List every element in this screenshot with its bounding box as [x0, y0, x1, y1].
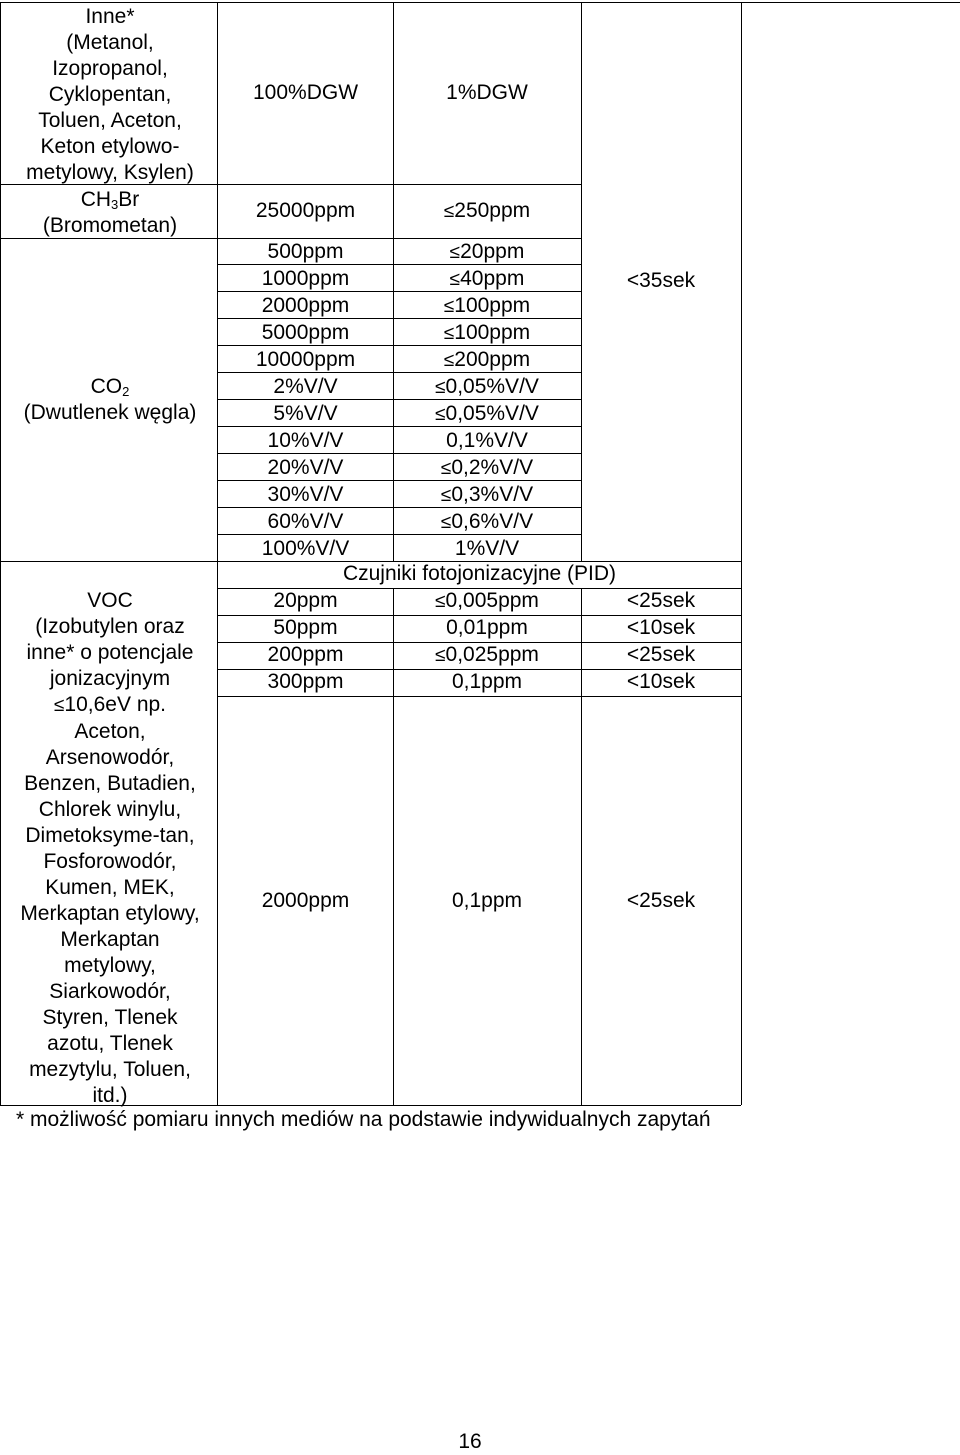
le-symbol: ≤ [435, 404, 446, 425]
le-symbol: ≤ [435, 591, 446, 612]
text-line: Merkaptan [60, 928, 160, 951]
le-symbol: ≤ [435, 645, 446, 666]
pid-time-cell: <10sek [626, 670, 696, 693]
ch3br-name: (Bromometan) [42, 214, 178, 237]
pid-time-cell: <25sek [626, 643, 696, 666]
pid-resolution-cell: 0,01ppm [446, 616, 528, 639]
text-line: ≤10,6eV np. [53, 693, 167, 716]
pid-range-cell: 50ppm [273, 616, 338, 639]
co2-formula-main: CO [90, 375, 123, 398]
text-line: Cyklopentan, [48, 83, 172, 106]
response-time-cell: <35sek [626, 269, 696, 292]
co2-name: (Dwutlenek węgla) [23, 401, 197, 424]
table-rule-vertical [741, 2, 742, 1105]
text-line: metylowy, Ksylen) [26, 161, 194, 184]
le-symbol: ≤ [443, 201, 455, 222]
table-rule-horizontal [741, 2, 960, 3]
table-rule-vertical [0, 2, 1, 1105]
text-line: Aceton, [74, 720, 146, 743]
voc-gas-label [10, 588, 210, 1109]
ch3br-formula-main: CH [80, 188, 112, 211]
pid-time-cell: <10sek [626, 616, 696, 639]
co2-resolution-cell: ≤0,05%V/V [435, 375, 539, 398]
pid-big-range-cell: 2000ppm [261, 889, 350, 912]
footnote: * możliwość pomiaru innych mediów na podstawie indywidualnych zapytań [16, 1108, 711, 1131]
co2-resolution-cell: 0,1%V/V [446, 429, 528, 452]
co2-resolution-cell: ≤200ppm [443, 348, 531, 371]
ch3br-resolution-cell [393, 198, 581, 225]
text-line: Arsenowodór, [45, 746, 175, 769]
text-line: metylowy, [64, 954, 156, 977]
pid-range-cell: 20ppm [273, 589, 338, 612]
text-line: Fosforowodór, [43, 850, 177, 873]
text-line: Merkaptan etylowy, [20, 902, 200, 925]
co2-range-cell: 5000ppm [261, 321, 350, 344]
text-line: Chlorek winylu, [38, 798, 182, 821]
co2-resolution-cell: ≤40ppm [449, 267, 525, 290]
le-symbol: ≤ [449, 242, 461, 263]
co2-range-cell: 10%V/V [267, 429, 344, 452]
co2-range-cell: 60%V/V [267, 510, 344, 533]
ch3br-gas-label [10, 187, 210, 239]
ch3br-formula-end: Br [118, 188, 140, 211]
co2-formula-sub: 2 [122, 384, 130, 399]
co2-range-cell: 1000ppm [261, 267, 350, 290]
co2-resolution-cell: ≤0,05%V/V [435, 402, 539, 425]
pid-resolution-cell: ≤0,025ppm [435, 643, 539, 666]
pid-big-resolution-cell: 0,1ppm [451, 889, 523, 912]
ch3br-range-cell: 25000ppm [255, 199, 356, 222]
pid-section-header: Czujniki fotojonizacyjne (PID) [342, 562, 617, 585]
pid-resolution-cell: 0,1ppm [451, 670, 523, 693]
co2-gas-label [10, 374, 210, 426]
text-line: Dimetoksyme-tan, [25, 824, 195, 847]
text-line: Keton etylowo- [40, 135, 180, 158]
text-line: Styren, Tlenek [42, 1006, 178, 1029]
co2-resolution-cell: ≤0,6%V/V [440, 510, 534, 533]
table-rule-horizontal [0, 561, 217, 562]
pid-range-cell: 200ppm [267, 643, 344, 666]
co2-resolution-cell: ≤100ppm [443, 294, 531, 317]
text-line: Siarkowodór, [49, 980, 171, 1003]
table-rule-horizontal [0, 2, 741, 3]
co2-resolution-cell: ≤0,3%V/V [440, 483, 534, 506]
inne-resolution-cell: 1%DGW [446, 81, 528, 104]
inne-gas-label [10, 4, 210, 186]
co2-range-cell: 2000ppm [261, 294, 350, 317]
le-symbol: ≤ [440, 512, 452, 533]
text-line: itd.) [92, 1084, 128, 1107]
pid-range-cell: 300ppm [267, 670, 344, 693]
co2-range-cell: 2%V/V [273, 375, 338, 398]
page-number: 16 [458, 1430, 482, 1453]
text-line: Inne* [85, 5, 135, 28]
le-symbol: ≤ [443, 323, 455, 344]
le-symbol: ≤ [449, 269, 461, 290]
text-line: (Metanol, [66, 31, 154, 54]
text-line: (Izobutylen oraz [35, 615, 185, 638]
pid-resolution-cell: ≤0,005ppm [435, 589, 539, 612]
co2-range-cell: 20%V/V [267, 456, 344, 479]
text-line: VOC [87, 589, 133, 612]
co2-range-cell: 100%V/V [261, 537, 350, 560]
co2-resolution-cell: 1%V/V [454, 537, 520, 560]
pid-big-time-cell: <25sek [626, 889, 696, 912]
le-symbol: ≤ [443, 296, 455, 317]
co2-resolution-cell: ≤100ppm [443, 321, 531, 344]
text-line: inne* o potencjale [26, 641, 194, 664]
text-line: mezytylu, Toluen, [29, 1058, 191, 1081]
text-line: azotu, Tlenek [47, 1032, 173, 1055]
ch3br-resolution-value: 250ppm [454, 199, 531, 222]
le-symbol: ≤ [435, 377, 446, 398]
text-line: Kumen, MEK, [45, 876, 175, 899]
table-rule-horizontal [217, 696, 741, 697]
table-rule-horizontal [217, 184, 581, 185]
co2-range-cell: 5%V/V [273, 402, 338, 425]
text-line: Izopropanol, [52, 57, 168, 80]
co2-range-cell: 500ppm [267, 240, 344, 263]
text-line: jonizacyjnym [49, 667, 171, 690]
le-symbol: ≤ [53, 695, 65, 716]
co2-resolution-cell: ≤0,2%V/V [440, 456, 534, 479]
co2-range-cell: 30%V/V [267, 483, 344, 506]
inne-range-cell: 100%DGW [252, 81, 359, 104]
text-line: Toluen, Aceton, [38, 109, 182, 132]
pid-time-cell: <25sek [626, 589, 696, 612]
ch3br-formula-sub: 3 [111, 197, 119, 212]
co2-resolution-cell: ≤20ppm [449, 240, 525, 263]
le-symbol: ≤ [440, 485, 452, 506]
co2-range-cell: 10000ppm [255, 348, 356, 371]
le-symbol: ≤ [440, 458, 452, 479]
text-line: Benzen, Butadien, [24, 772, 196, 795]
le-symbol: ≤ [443, 350, 455, 371]
